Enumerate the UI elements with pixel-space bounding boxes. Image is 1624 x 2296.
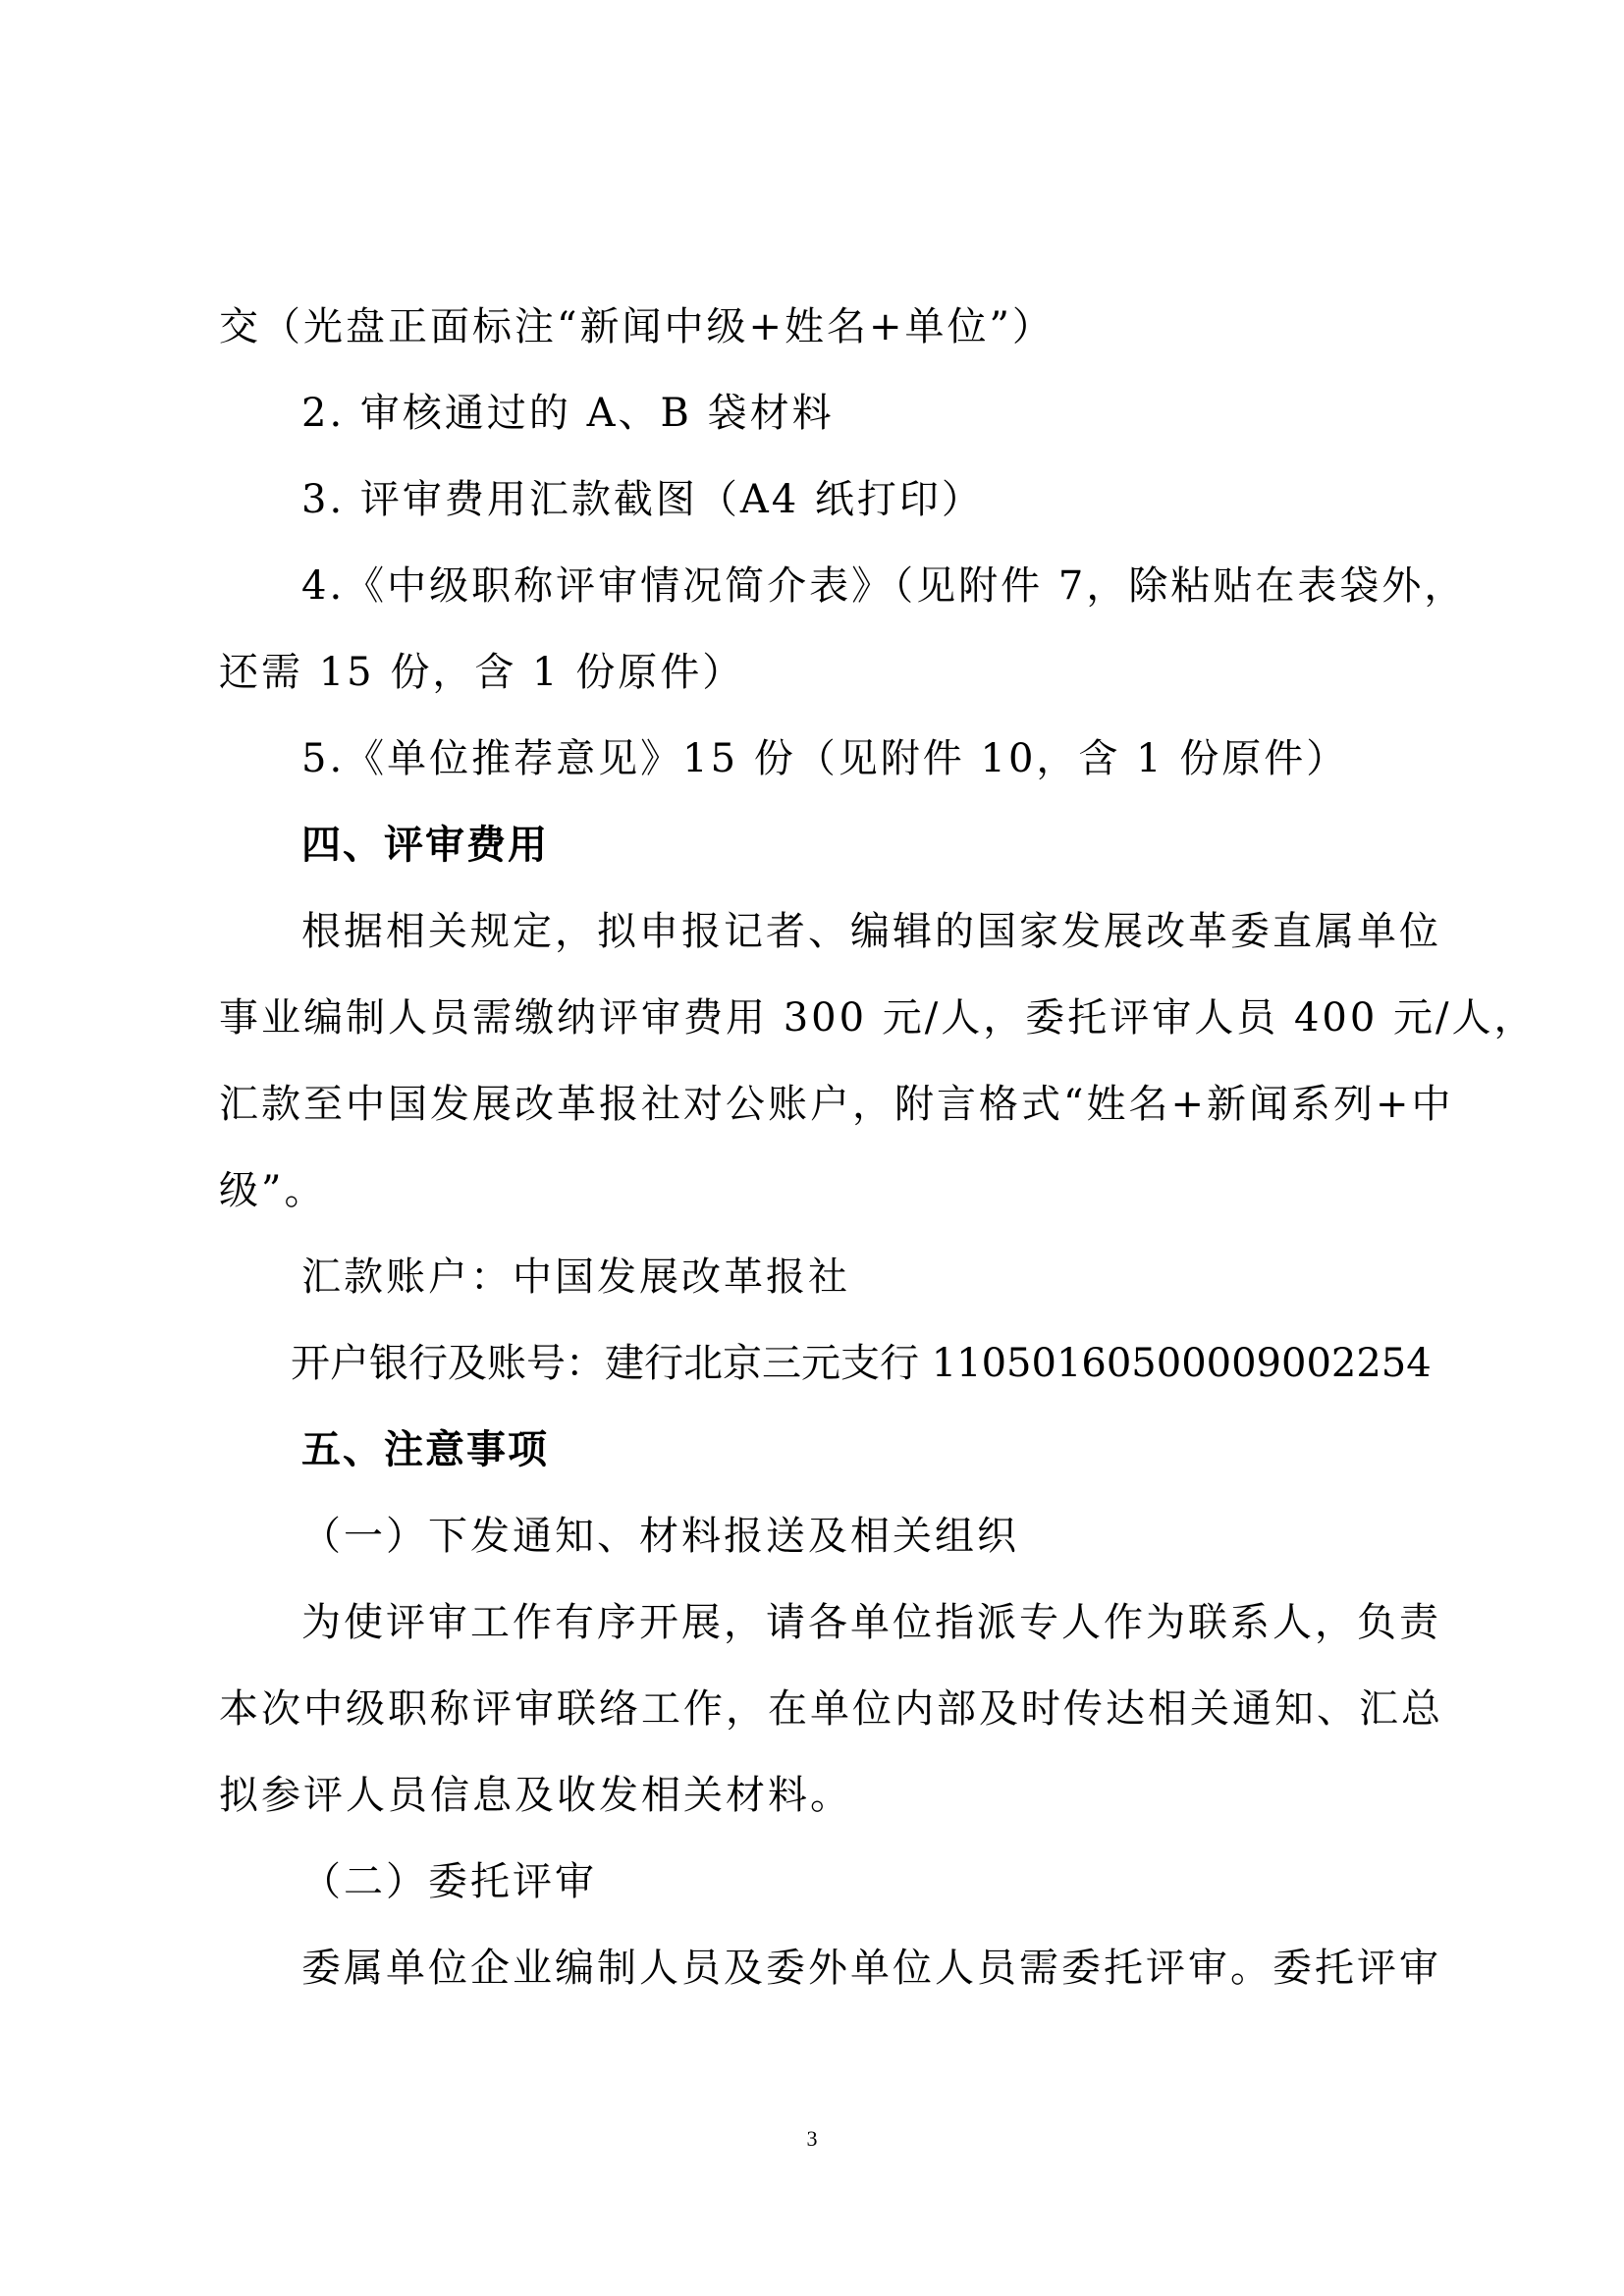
paragraph-line: 为使评审工作有序开展，请各单位指派专人作为联系人，负责 <box>301 1600 1441 1645</box>
text-line-1: 交（光盘正面标注“新闻中级+姓名+单位”） <box>219 304 1055 349</box>
paragraph-line: 本次中级职称评审联络工作，在单位内部及时传达相关通知、汇总 <box>219 1686 1443 1732</box>
list-item-2: 2. 审核通过的 A、B 袋材料 <box>301 391 835 436</box>
list-item-3: 3. 评审费用汇款截图（A4 纸打印） <box>301 477 984 522</box>
paragraph-line: 级”。 <box>219 1168 327 1213</box>
section-heading-review-fee: 四、评审费用 <box>301 823 549 868</box>
section-heading-notes: 五、注意事项 <box>301 1427 549 1472</box>
paragraph-line: 委属单位企业编制人员及委外单位人员需委托评审。委托评审 <box>301 1946 1441 1991</box>
subsection-heading-entrusted-review: （二）委托评审 <box>301 1859 597 1904</box>
paragraph-line: 根据相关规定，拟申报记者、编辑的国家发展改革委直属单位 <box>301 909 1441 954</box>
subsection-heading-notice: （一）下发通知、材料报送及相关组织 <box>301 1514 1019 1559</box>
remittance-account: 汇款账户：中国发展改革报社 <box>301 1255 850 1300</box>
paragraph-line: 汇款至中国发展改革报社对公账户，附言格式“姓名+新闻系列+中 <box>219 1082 1454 1127</box>
list-item-4: 4.《中级职称评审情况简介表》（见附件 7，除粘贴在表袋外， <box>301 563 1467 609</box>
list-item-4-continued: 还需 15 份，含 1 份原件） <box>219 650 745 695</box>
paragraph-line: 拟参评人员信息及收发相关材料。 <box>219 1773 852 1818</box>
page-number: 3 <box>806 2126 818 2151</box>
paragraph-line: 事业编制人员需缴纳评审费用 300 元/人，委托评审人员 400 元/人， <box>219 995 1537 1041</box>
list-item-5: 5.《单位推荐意见》15 份（见附件 10，含 1 份原件） <box>301 736 1349 781</box>
bank-account-number: 开户银行及账号：建行北京三元支行 11050160500009002254 <box>291 1341 1432 1386</box>
